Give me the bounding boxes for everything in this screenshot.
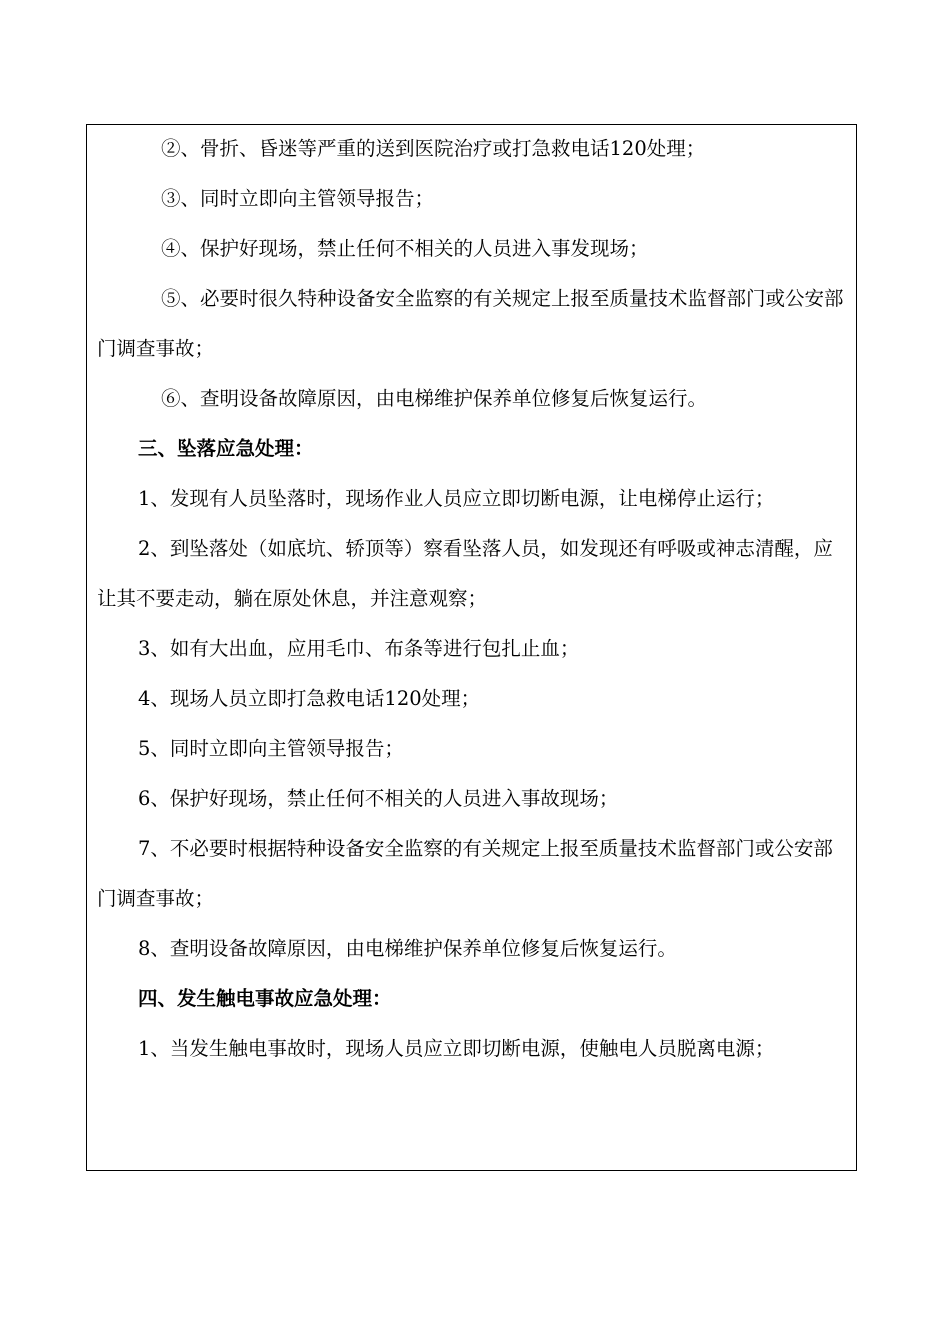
list-item: ②、骨折、昏迷等严重的送到医院治疗或打急救电话120处理；	[161, 137, 706, 160]
list-item: ⑥、查明设备故障原因，由电梯维护保养单位修复后恢复运行。	[161, 387, 708, 410]
list-item: 2、到坠落处（如底坑、轿顶等）察看坠落人员，如发现还有呼吸或神志清醒，应让其不要走动，躺在原处休息，并注意观察；	[97, 537, 833, 610]
list-item: 5、同时立即向主管领导报告；	[138, 737, 404, 760]
list-item: ④、保护好现场，禁止任何不相关的人员进入事发现场；	[161, 237, 649, 260]
list-item: ③、同时立即向主管领导报告；	[161, 187, 435, 210]
document-body	[97, 124, 849, 1074]
section-heading: 三、坠落应急处理：	[138, 437, 314, 460]
list-item: 3、如有大出血，应用毛巾、布条等进行包扎止血；	[138, 637, 580, 660]
list-item: 4、现场人员立即打急救电话120处理；	[138, 687, 481, 710]
list-item: 1、发现有人员坠落时，现场作业人员应立即切断电源，让电梯停止运行；	[138, 487, 775, 510]
list-item: 7、不必要时根据特种设备安全监察的有关规定上报至质量技术监督部门或公安部门调查事故；	[97, 837, 833, 910]
list-item: 1、当发生触电事故时，现场人员应立即切断电源，使触电人员脱离电源；	[138, 1037, 775, 1060]
list-item: ⑤、必要时很久特种设备安全监察的有关规定上报至质量技术监督部门或公安部门调查事故；	[97, 287, 844, 360]
list-item: 6、保护好现场，禁止任何不相关的人员进入事故现场；	[138, 787, 619, 810]
list-item: 8、查明设备故障原因，由电梯维护保养单位修复后恢复运行。	[138, 937, 677, 960]
section-heading: 四、发生触电事故应急处理：	[138, 987, 392, 1010]
